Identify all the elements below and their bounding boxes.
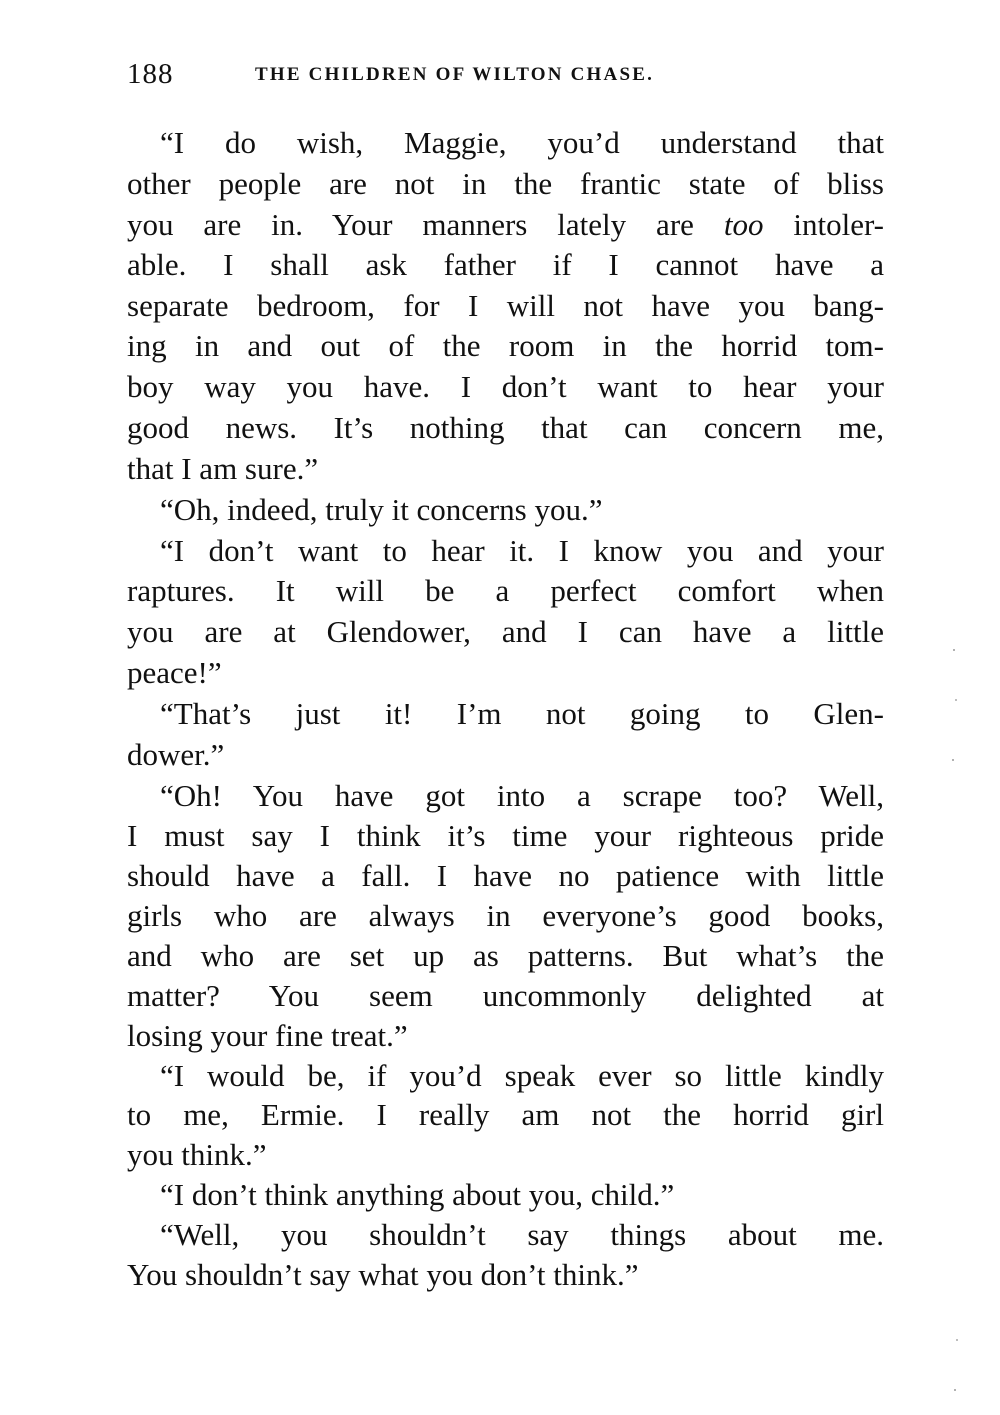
running-head: THE CHILDREN OF WILTON CHASE. [255, 64, 655, 85]
text-line: peace!” [127, 655, 222, 690]
text-line: You shouldn’t say what you don’t think.” [127, 1257, 639, 1292]
text-line: to me, Ermie. I really am not the horrid girl [127, 1097, 884, 1132]
text-line: “Oh! You have got into a scrape too? Well, [160, 778, 884, 813]
emphasis: too [723, 207, 764, 242]
text-line: “That’s just it! I’m not going to Glen- [160, 696, 884, 731]
text-line: ing in and out of the room in the horrid tom- [127, 328, 884, 363]
text-line: and who are set up as patterns. But what’s the [127, 938, 884, 973]
text-line: that I am sure.” [127, 451, 319, 486]
text-line: “Well, you shouldn’t say things about me. [160, 1217, 884, 1252]
text-line: “I don’t think anything about you, child.” [160, 1177, 675, 1212]
text-line: good news. It’s nothing that can concern me, [127, 410, 884, 445]
text-line: separate bedroom, for I will not have you bang- [127, 288, 884, 323]
text-line: you think.” [127, 1137, 267, 1172]
text-line: “I don’t want to hear it. I know you and your [160, 533, 884, 568]
text-line-start: you are in. Your manners lately are [127, 207, 724, 242]
text-line: able. I shall ask father if I cannot have a [127, 247, 884, 282]
text-line: you are at Glendower, and I can have a little [127, 614, 884, 649]
text-line: I must say I think it’s time your righteous pride [127, 818, 884, 853]
text-line: “I do wish, Maggie, you’d understand that [160, 125, 884, 160]
text-line: should have a fall. I have no patience with little [127, 858, 884, 893]
text-line: boy way you have. I don’t want to hear your [127, 369, 884, 404]
text-line: losing your fine treat.” [127, 1018, 408, 1053]
text-line: girls who are always in everyone’s good books, [127, 898, 884, 933]
text-line: raptures. It will be a perfect comfort when [127, 573, 884, 608]
text-line: matter? You seem uncommonly delighted at [127, 978, 884, 1013]
text-line: other people are not in the frantic state of bliss [127, 166, 884, 201]
page-number: 188 [127, 58, 174, 90]
text-line-end: intoler- [763, 207, 884, 242]
text-line: “I would be, if you’d speak ever so little kindly [160, 1058, 884, 1093]
text-line: “Oh, indeed, truly it concerns you.” [160, 492, 603, 527]
text-line: dower.” [127, 737, 225, 772]
